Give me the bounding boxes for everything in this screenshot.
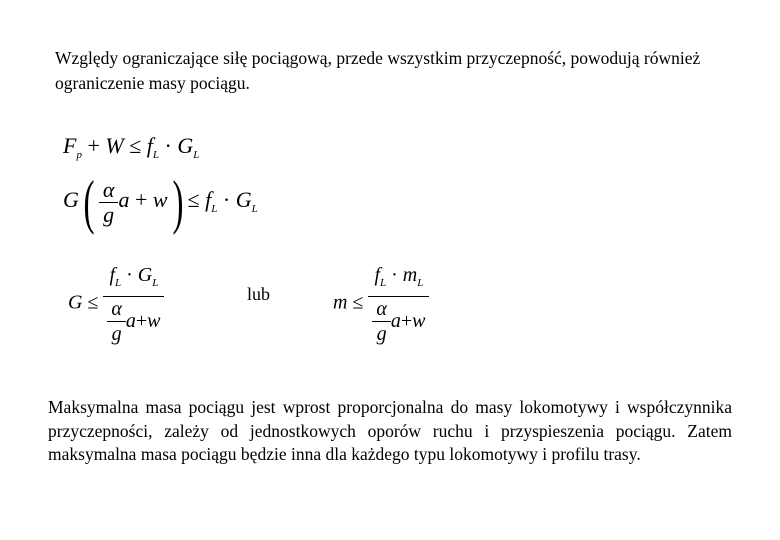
equation-mass-inequality: G( $\frac{\alpha}{g}$ $a + w) \le f_L \cdot G_L$ (63, 169, 258, 235)
equation-max-mass: m ≤ $f_L \cdot m_L$ $\frac{\alpha}{g}$ a + w (333, 262, 429, 346)
equation-traction-inequality: $F_p + W \le f_L \cdot G_L$ (63, 133, 200, 161)
connector-lub: lub (247, 284, 271, 304)
intro-paragraph: Względy ograniczające siłę pociągową, przede wszystkim przyczepność, powodują również ograniczenie masy pociągu. (55, 48, 701, 93)
conclusion-paragraph: Maksymalna masa pociągu jest wprost proporcjonalna do masy lokomotywy i współczynnika przyczepności, zależy od jednostkowych oporów ruchu i przyspieszenia pociągu. Zatem maksymalna masa pociągu będzie inna dla każdego typu lokomotywy i profilu trasy. (48, 397, 732, 464)
equation-max-weight: G ≤ $f_L \cdot G_L$ $\frac{\alpha}{g}$ a + w (68, 262, 164, 346)
